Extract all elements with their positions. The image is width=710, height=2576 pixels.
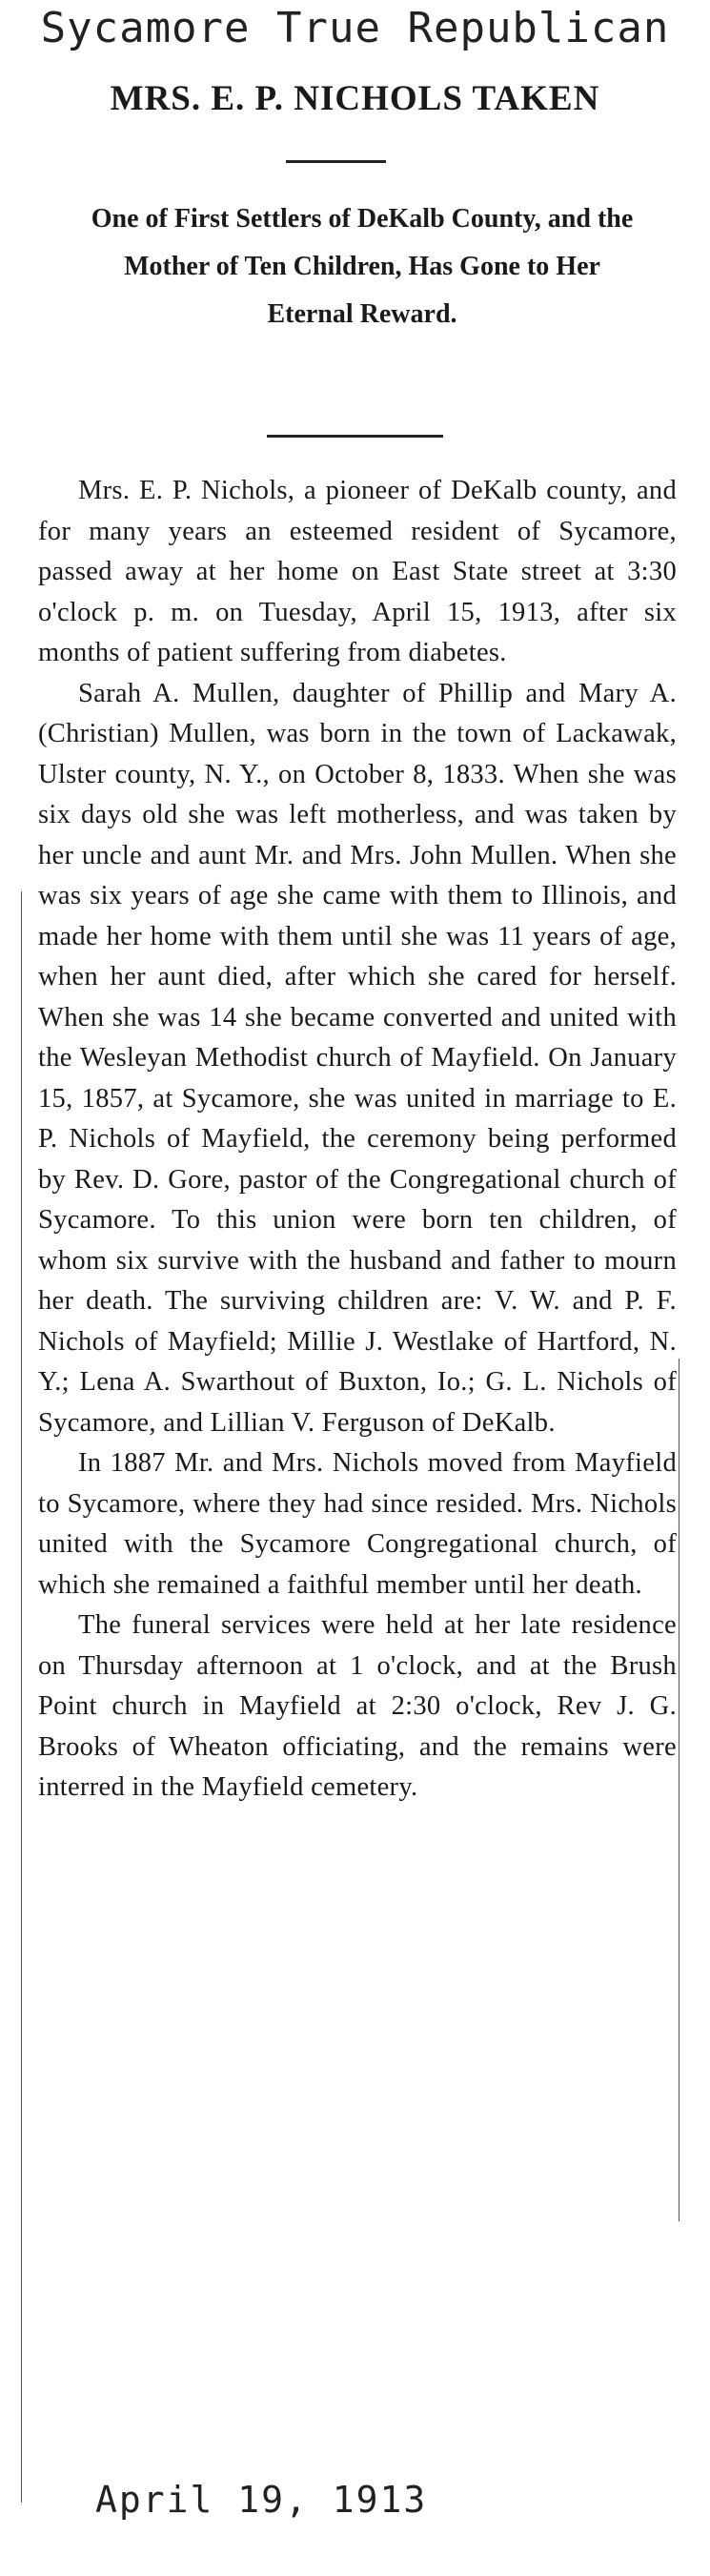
headline-divider — [286, 160, 386, 163]
article-paragraph: The funeral services were held at her late residence on Thursday afternoon at 1 o'clock, and at the Brush Point church in Mayfield at 2:30 o'clock, Rev J. G. Brooks of Wheaton officiating, and the remains were interred in the Mayfield cemetery. — [38, 1610, 677, 1802]
publication-date: April 19, 1913 — [95, 2479, 428, 2521]
newspaper-masthead: Sycamore True Republican — [40, 4, 670, 52]
article-paragraph: Mrs. E. P. Nichols, a pioneer of DeKalb county, and for many years an esteemed resident of Sycamore, passed away at her home on East State street at 3:30 o'clock p. m. on Tuesday, April 15, 1913, after six months of patient suffering from diabetes. — [38, 476, 677, 667]
subhead-divider — [267, 435, 443, 438]
column-margin-line — [21, 891, 22, 2503]
article-body — [38, 471, 677, 1809]
article-paragraph: Sarah A. Mullen, daughter of Phillip and Mary A. (Christian) Mullen, was born in the town of Lackawak, Ulster county, N. Y., on October 8, 1833. When she was six days old she was left motherless, and was taken by her uncle and aunt Mr. and Mrs. John Mullen. When she was six years of age she came with them to Illinois, and made her home with them until she was 11 years of age, when her aunt died, after which she cared for herself. When she was 14 she became converted and united with the Wesleyan Methodist church of Mayfield. On January 15, 1857, at Sycamore, she was united in marriage to E. P. Nichols of Mayfield, the ceremony being performed by Rev. D. Gore, pastor of the Congregational church of Sycamore. To this union were born ten children, of whom six survive with the husband and father to mourn her death. The surviving children are: V. W. and P. F. Nichols of Mayfield; Millie J. Westlake of Hartford, N. Y.; Lena A. Swarthout of Buxton, Io.; G. L. Nichols of Sycamore, and Lillian V. Ferguson of DeKalb. — [38, 678, 677, 1438]
article-paragraph: In 1887 Mr. and Mrs. Nichols moved from Mayfield to Sycamore, where they had since resided. Mrs. Nichols united with the Sycamore Congregational church, of which she remained a faithful member until her death. — [38, 1448, 677, 1600]
article-headline: MRS. E. P. NICHOLS TAKEN — [110, 79, 600, 118]
column-margin-line — [679, 1359, 680, 2221]
article-subheadline: One of First Settlers of DeKalb County, and the Mother of Ten Children, Has Gone to Her Eternal Reward. — [91, 204, 634, 329]
